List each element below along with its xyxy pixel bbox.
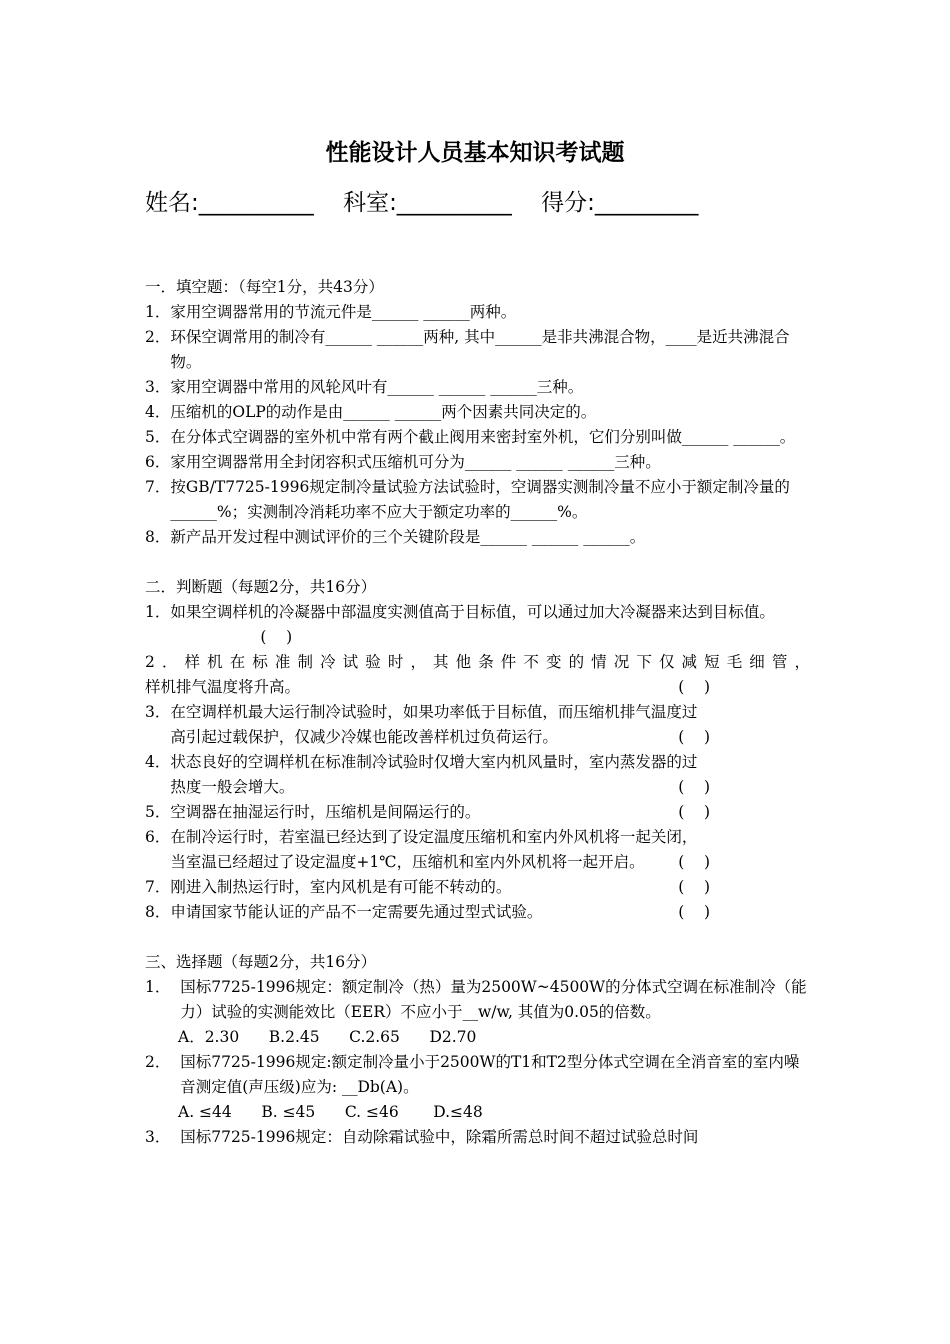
- question-number: 5．: [145, 428, 171, 446]
- question-text: [170, 825, 710, 875]
- fill-question-5: [145, 425, 810, 450]
- fill-question-1: [145, 300, 810, 325]
- question-text: 家用空调器常用的节流元件是______ ______两种。: [170, 303, 517, 321]
- question-text: [170, 600, 810, 650]
- tf-question-2-line2: [145, 675, 710, 700]
- question-number: 8．: [145, 528, 171, 546]
- question-number: 6．: [145, 453, 171, 471]
- question-text: [170, 900, 710, 925]
- info-line: [145, 184, 720, 217]
- tf-question-5: [145, 800, 710, 825]
- mc-question-2: [145, 1050, 810, 1100]
- answer-parens: ( ): [678, 728, 710, 746]
- dept-field: 科室:__________: [343, 190, 512, 216]
- question-number: 1．: [145, 603, 171, 621]
- question-number: 5．: [145, 803, 171, 821]
- answer-parens: ( ): [678, 878, 710, 896]
- question-text: 国标7725-1996规定：额定制冷（热）量为2500W~4500W的分体式空调在标准制冷（能力）试验的实测能效比（EER）不应小于__w/w, 其值为0.05的倍数。: [180, 978, 807, 1021]
- question-number: 1．: [145, 978, 181, 996]
- question-text: 国标7725-1996规定:额定制冷量小于2500W的T1和T2型分体式空调在全消音室的室内噪音测定值(声压级)应为: __Db(A)。: [180, 1053, 800, 1096]
- question-body: 状态良好的空调样机在标准制冷试验时仅增大室内机风量时，室内蒸发器的过热度一般会增大。: [170, 753, 698, 796]
- mc-question-2-options: A. ≤44 B. ≤45 C. ≤46 D.≤48: [178, 1103, 483, 1121]
- question-number: 6．: [145, 828, 171, 846]
- question-number: 3．: [145, 1128, 181, 1146]
- section-true-false-heading: 二．判断题（每题2分，共16分）: [145, 578, 377, 596]
- spacer: [145, 550, 810, 575]
- tf-question-7: [145, 875, 710, 900]
- question-text: 环保空调常用的制冷有______ ______两种, 其中______是非共沸混合物，____是近共沸混合物。: [170, 328, 790, 371]
- question-body: 空调器在抽湿运行时，压缩机是间隔运行的。: [170, 803, 481, 821]
- question-text: 家用空调器常用全封闭容积式压缩机可分为______ ______ ______三种。: [170, 453, 661, 471]
- question-text: 按GB/T7725-1996规定制冷量试验方法试验时，空调器实测制冷量不应小于额定制冷量的______%；实测制冷消耗功率不应大于额定功率的______%。: [170, 478, 790, 521]
- question-text: 在分体式空调器的室外机中常有两个截止阀用来密封室外机，它们分别叫做______ ______。: [170, 428, 796, 446]
- exam-content: [145, 275, 810, 1150]
- fill-question-8: [145, 525, 810, 550]
- question-body: 在制冷运行时，若室温已经达到了设定温度压缩机和室内外风机将一起关闭，当室温已经超过了设定温度+1℃，压缩机和室内外风机将一起开启。: [170, 828, 698, 871]
- score-field: 得分:_________: [541, 190, 699, 216]
- section-fill-blank-heading: 一．填空题：（每空1分，共43分）: [145, 278, 384, 296]
- tf-question-6: [145, 825, 710, 875]
- answer-parens: ( ): [678, 903, 710, 921]
- question-number: 2．: [145, 328, 171, 346]
- tf-question-1: [145, 600, 810, 650]
- question-body: 刚进入制热运行时，室内风机是有可能不转动的。: [170, 878, 512, 896]
- question-number: 8．: [145, 903, 171, 921]
- spacer: [145, 925, 810, 950]
- question-body: 如果空调样机的冷凝器中部温度实测值高于目标值，可以通过加大冷凝器来达到目标值。: [170, 603, 775, 621]
- question-text: [170, 875, 710, 900]
- answer-parens: ( ): [678, 803, 710, 821]
- question-text: [170, 750, 710, 800]
- question-text: [170, 800, 710, 825]
- question-text: 家用空调器中常用的风轮风叶有______ ______ ______三种。: [170, 378, 584, 396]
- mc-question-1: [145, 975, 810, 1025]
- question-body: 申请国家节能认证的产品不一定需要先通过型式试验。: [170, 903, 543, 921]
- question-text: 国标7725-1996规定：自动除霜试验中，除霜所需总时间不超过试验总时间: [180, 1128, 699, 1146]
- answer-parens: ( ): [678, 678, 710, 696]
- question-text: [170, 700, 710, 750]
- question-body: 在空调样机最大运行制冷试验时，如果功率低于目标值，而压缩机排气温度过高引起过载保护，仅减少冷媒也能改善样机过负荷运行。: [170, 703, 698, 746]
- question-number: 4．: [145, 753, 171, 771]
- question-body: 样机排气温度将升高。: [145, 678, 301, 696]
- tf-question-2-line1: 2．样机在标准制冷试验时，其他条件不变的情况下仅减短毛细管，: [145, 653, 810, 671]
- answer-parens: ( ): [260, 628, 293, 646]
- mc-question-1-options: A．2.30 B.2.45 C.2.65 D2.70: [178, 1028, 477, 1046]
- page-title: 性能设计人员基本知识考试题: [325, 140, 625, 166]
- question-number: 1．: [145, 303, 171, 321]
- tf-question-8: [145, 900, 710, 925]
- section-multiple-choice-heading: 三、选择题（每题2分，共16分）: [145, 953, 377, 971]
- question-text: 新产品开发过程中测试评价的三个关键阶段是______ ______ ______。: [170, 528, 646, 546]
- question-number: 2．: [145, 1053, 181, 1071]
- question-number: 3．: [145, 378, 171, 396]
- answer-parens: ( ): [678, 778, 710, 796]
- mc-question-3: [145, 1125, 810, 1150]
- question-text: 压缩机的OLP的动作是由______ ______两个因素共同决定的。: [170, 403, 597, 421]
- fill-question-7: [145, 475, 810, 525]
- tf-question-4: [145, 750, 710, 800]
- name-field: 姓名:__________: [145, 190, 314, 216]
- question-number: 3．: [145, 703, 171, 721]
- question-number: 4．: [145, 403, 171, 421]
- fill-question-3: [145, 375, 810, 400]
- question-number: 7．: [145, 478, 171, 496]
- fill-question-6: [145, 450, 810, 475]
- answer-parens: ( ): [678, 853, 710, 871]
- question-number: 7．: [145, 878, 171, 896]
- fill-question-2: [145, 325, 810, 375]
- tf-question-3: [145, 700, 710, 750]
- fill-question-4: [145, 400, 810, 425]
